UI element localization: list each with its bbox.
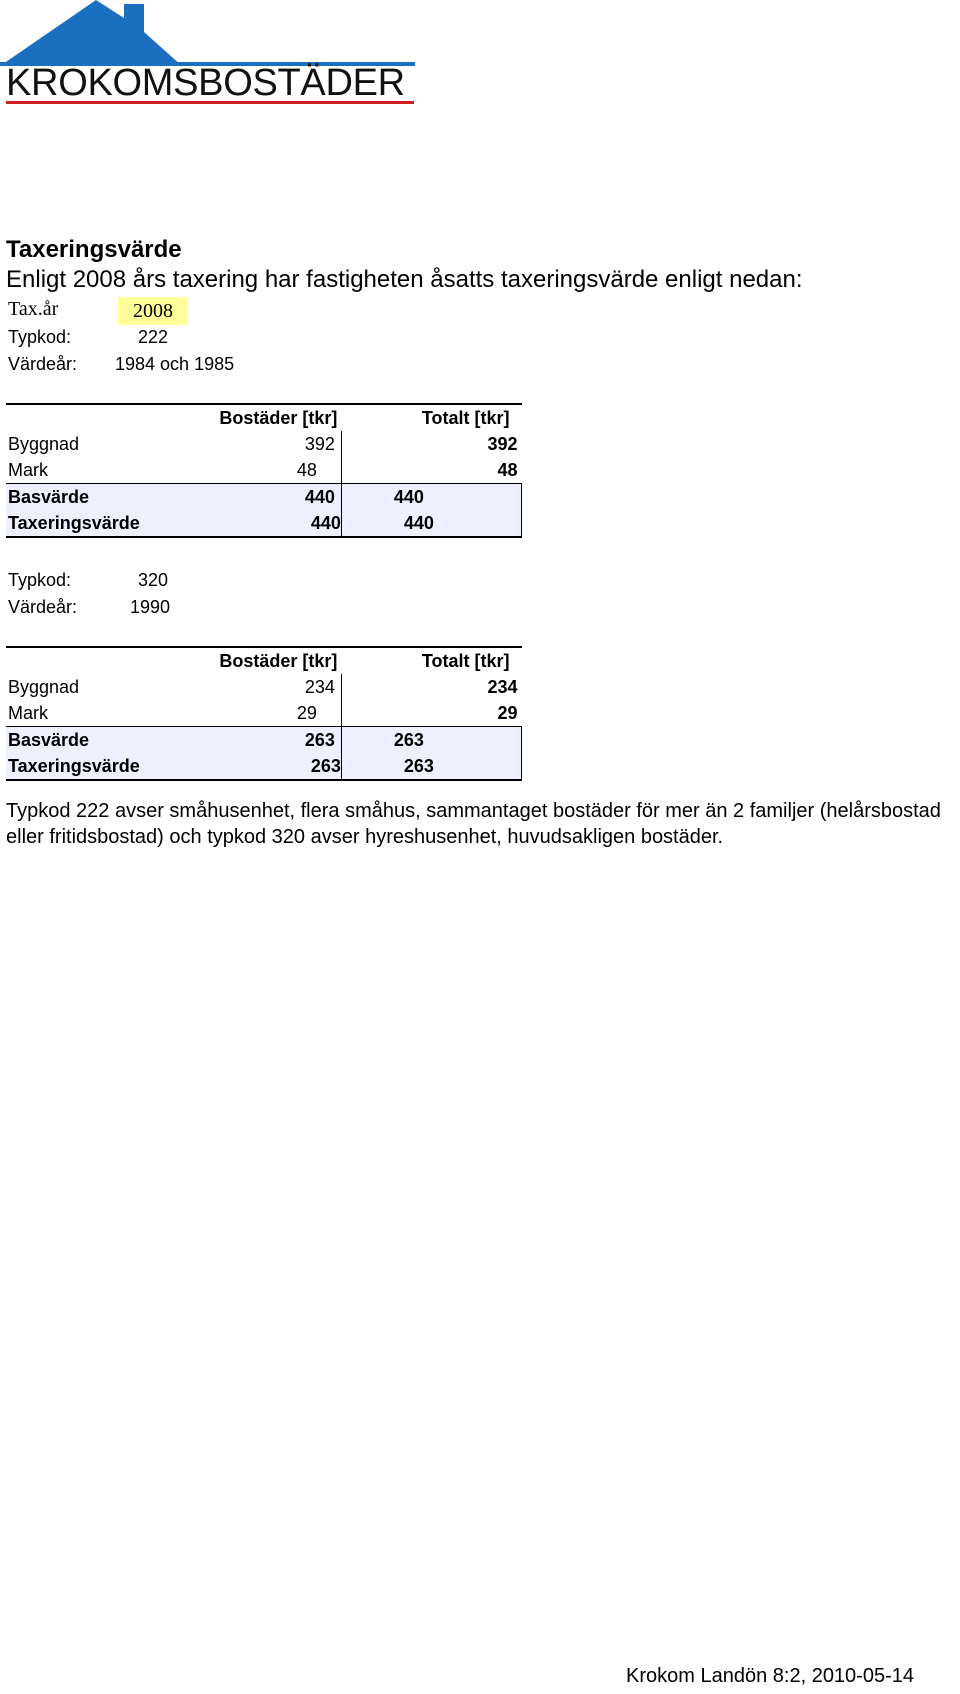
vardear-label-1: Värdeår: (8, 354, 78, 374)
valuation-table-2 (6, 646, 522, 781)
page-subtitle: Enligt 2008 års taxering har fastigheten åsatts taxeringsvärde enligt nedan: (6, 266, 803, 293)
row-totalt: 392 (341, 431, 521, 457)
vardear-value-1: 1984 och 1985 (115, 354, 235, 374)
page-title: Taxeringsvärde (6, 236, 182, 263)
table-header-row (6, 647, 522, 674)
row-bostader: 263 (212, 753, 341, 780)
row-label: Byggnad (8, 433, 80, 454)
row-bostader: 440 (212, 510, 341, 537)
table-header-bostader: Bostäder [tkr] (212, 647, 341, 674)
table-header-totalt: Totalt [tkr] (341, 647, 521, 674)
table-row (6, 674, 522, 700)
typkod-footnote: Typkod 222 avser småhusenhet, flera småhus, sammantaget bostäder för mer än 2 familjer (helårsbostad eller fritidsbostad) och typkod 320 avser hyreshusenhet, huvudsakligen bostäder. (6, 800, 941, 848)
table-row (6, 431, 522, 457)
row-label: Mark (8, 702, 48, 723)
table-row (6, 484, 522, 511)
typkod-value-2: 320 (138, 570, 169, 590)
row-bostader: 29 (296, 702, 317, 723)
vardear-value-2: 1990 (130, 597, 171, 617)
typkod-label-2: Typkod: (8, 570, 72, 590)
table-header-empty (6, 647, 212, 674)
page-footer: Krokom Landön 8:2, 2010-05-14 (626, 1665, 914, 1687)
row-totalt: 263 (341, 727, 521, 754)
valuation-table-1 (6, 403, 522, 538)
row-bostader: 48 (296, 459, 317, 480)
row-label: Mark (8, 459, 48, 480)
logo-text: KROKOMSBOSTÄDER (6, 62, 405, 104)
table-header-totalt: Totalt [tkr] (341, 404, 521, 431)
row-totalt: 440 (341, 484, 521, 511)
table-row (6, 457, 522, 484)
row-label: Taxeringsvärde (6, 510, 212, 537)
table-row (6, 727, 522, 754)
row-label: Taxeringsvärde (6, 753, 212, 780)
table-row (6, 753, 522, 780)
row-bostader: 440 (212, 484, 341, 511)
table-header-bostader: Bostäder [tkr] (212, 404, 341, 431)
typkod-label-1: Typkod: (8, 327, 72, 347)
row-totalt: 29 (341, 700, 521, 727)
row-label: Basvärde (6, 727, 212, 754)
typkod-value-1: 222 (138, 327, 169, 347)
table-row (6, 510, 522, 537)
row-bostader: 392 (304, 433, 335, 454)
row-label: Basvärde (6, 484, 212, 511)
tax-year-value: 2008 (118, 297, 188, 325)
table-row (6, 700, 522, 727)
row-label: Byggnad (8, 676, 80, 697)
row-totalt: 440 (341, 510, 521, 537)
row-totalt: 48 (341, 457, 521, 484)
row-bostader: 234 (304, 676, 335, 697)
company-logo (0, 0, 420, 110)
vardear-label-2: Värdeår: (8, 597, 78, 617)
row-bostader: 263 (212, 727, 341, 754)
table-header-empty (6, 404, 212, 431)
tax-year-label: Tax.år (8, 298, 59, 320)
row-totalt: 263 (341, 753, 521, 780)
table-header-row (6, 404, 522, 431)
row-totalt: 234 (341, 674, 521, 700)
